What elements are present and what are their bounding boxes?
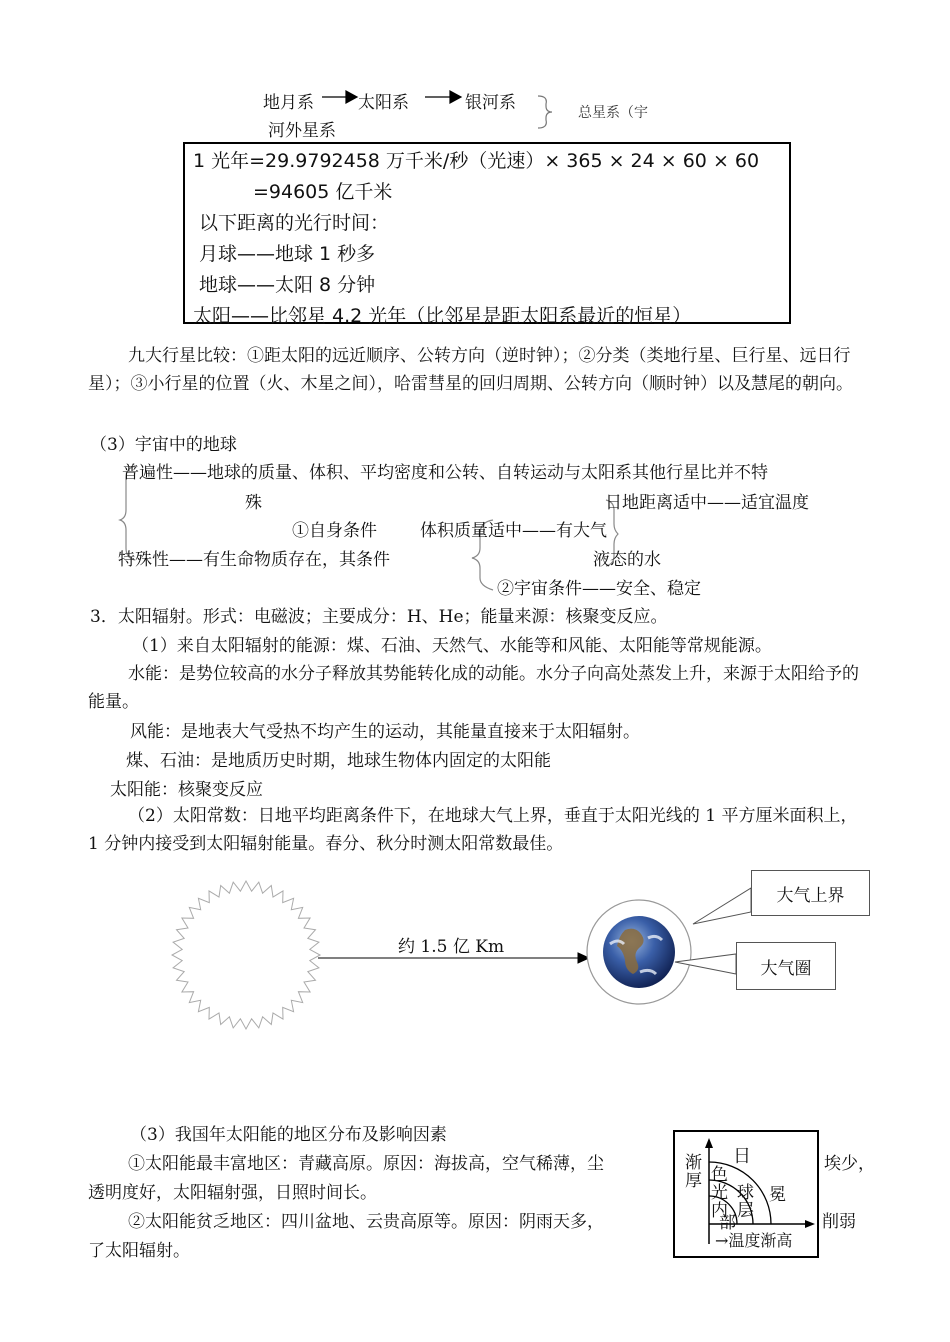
china-solar-heading: （3）我国年太阳能的地区分布及影响因素 bbox=[130, 1125, 447, 1145]
distance-label: 约 1.5 亿 Km bbox=[398, 937, 505, 957]
inset-part-label: 部 bbox=[719, 1213, 736, 1233]
galaxy-cutoff-text: 总星系（宇 bbox=[578, 105, 648, 121]
callout-pointer-upper bbox=[693, 888, 751, 924]
earth-section-heading: （3）宇宙中的地球 bbox=[90, 435, 237, 455]
radiation-line: （1）来自太阳辐射的能源：煤、石油、天然气、水能等和风能、太阳能等常规能源。 bbox=[132, 636, 772, 656]
earth-icon bbox=[603, 916, 675, 988]
solar-constant-paragraph: （2）太阳常数：日地平均距离条件下，在地球大气上界，垂直于太阳光线的 1 平方厘米面积上，1 分钟内接受到太阳辐射能量。春分、秋分时测太阳常数最佳。 bbox=[88, 806, 858, 854]
universal-text-cont: 殊 bbox=[245, 493, 262, 513]
wind-text: 风能：是地表大气受热不均产生的运动，其能量直接来于太阳辐射。 bbox=[130, 722, 640, 742]
inset-ball-label: 球 bbox=[737, 1183, 754, 1203]
poor-region-line2: 了太阳辐射。 bbox=[88, 1241, 190, 1261]
inset-sun-label: 日 bbox=[733, 1146, 751, 1167]
volume-condition: 体积质量适中——有大气 bbox=[420, 521, 607, 541]
radiation-line: 3．太阳辐射。形式：电磁波；主要成分：H、He；能量来源：核聚变反应。 bbox=[90, 607, 668, 627]
rich-region-text-end: 埃少， bbox=[824, 1154, 875, 1174]
lightyear-line: 太阳——比邻星 4.2 光年（比邻星是距太阳系最近的恒星） bbox=[193, 305, 692, 327]
distance-condition: 日地距离适中——适宜温度 bbox=[605, 493, 809, 513]
lightyear-line: 地球——太阳 8 分钟 bbox=[199, 274, 376, 296]
hydro-paragraph: 水能：是势位较高的水分子释放其势能转化成的动能。水分子向高处蒸发上升，来源于太阳给予的能量。 bbox=[88, 664, 859, 712]
special-text: 特殊性——有生命物质存在，其条件 bbox=[118, 550, 390, 570]
self-condition: ①自身条件 bbox=[292, 521, 377, 541]
rich-region-text: ①太阳能最丰富地区：青藏高原。原因：海拔高，空气稀薄，尘 bbox=[128, 1154, 604, 1174]
water-condition: 液态的水 bbox=[593, 550, 661, 570]
cosmic-condition: ②宇宙条件——安全、稳定 bbox=[497, 579, 701, 599]
arrow-right-icon bbox=[425, 91, 461, 103]
upper-atmosphere-label: 大气上界 bbox=[751, 870, 870, 916]
inset-layer-label: 层 bbox=[737, 1201, 754, 1221]
inset-temperature-label: →温度渐高 bbox=[715, 1231, 793, 1250]
brace-icon bbox=[538, 96, 552, 128]
coal-text: 煤、石油：是地质历史时期，地球生物体内固定的太阳能 bbox=[126, 751, 551, 771]
lightyear-box bbox=[183, 142, 791, 327]
poor-region-text: ②太阳能贫乏地区：四川盆地、云贵高原等。原因：阴雨天多， bbox=[128, 1212, 604, 1232]
inset-inner-label: 内 bbox=[711, 1201, 728, 1221]
galaxy-solar: 太阳系 bbox=[358, 93, 409, 113]
planets-paragraph: 九大行星比较：①距太阳的远近顺序、公转方向（逆时钟）；②分类（类地行星、巨行星、远日行星）；③小行星的位置（火、木星之间），哈雷彗星的回归周期、公转方向（顺时钟）以及慧尾的朝向。 bbox=[88, 346, 853, 394]
sun-atmosphere-inset bbox=[673, 1130, 819, 1258]
inset-light-label: 光 bbox=[711, 1183, 728, 1203]
atmosphere-label: 大气圈 bbox=[736, 942, 836, 990]
rich-region-line2: 透明度好，太阳辐射强，日照时间长。 bbox=[88, 1183, 377, 1203]
arrow-right-icon bbox=[322, 91, 357, 103]
inset-crown-label: 冕 bbox=[769, 1185, 786, 1205]
galaxy-earth-moon: 地月系 bbox=[263, 93, 314, 113]
lightyear-line: 1 光年=29.9792458 万千米/秒（光速）× 365 × 24 × 60 × 60 bbox=[193, 150, 760, 172]
inset-thicker-label: 渐厚 bbox=[685, 1153, 702, 1191]
sun-icon bbox=[172, 881, 320, 1029]
universal-text: 普遍性——地球的质量、体积、平均密度和公转、自转运动与太阳系其他行星比并不特 bbox=[122, 463, 768, 483]
poor-region-text-end: 削弱 bbox=[822, 1212, 856, 1232]
inset-color-label: 色 bbox=[711, 1165, 728, 1185]
lightyear-line: 以下距离的光行时间： bbox=[199, 212, 390, 234]
galaxy-milky: 银河系 bbox=[465, 93, 516, 113]
solar-energy-text: 太阳能：核聚变反应 bbox=[110, 780, 263, 800]
lightyear-line: =94605 亿千米 bbox=[253, 181, 393, 203]
galaxy-extragalactic: 河外星系 bbox=[268, 121, 336, 141]
lightyear-line: 月球——地球 1 秒多 bbox=[199, 243, 376, 265]
